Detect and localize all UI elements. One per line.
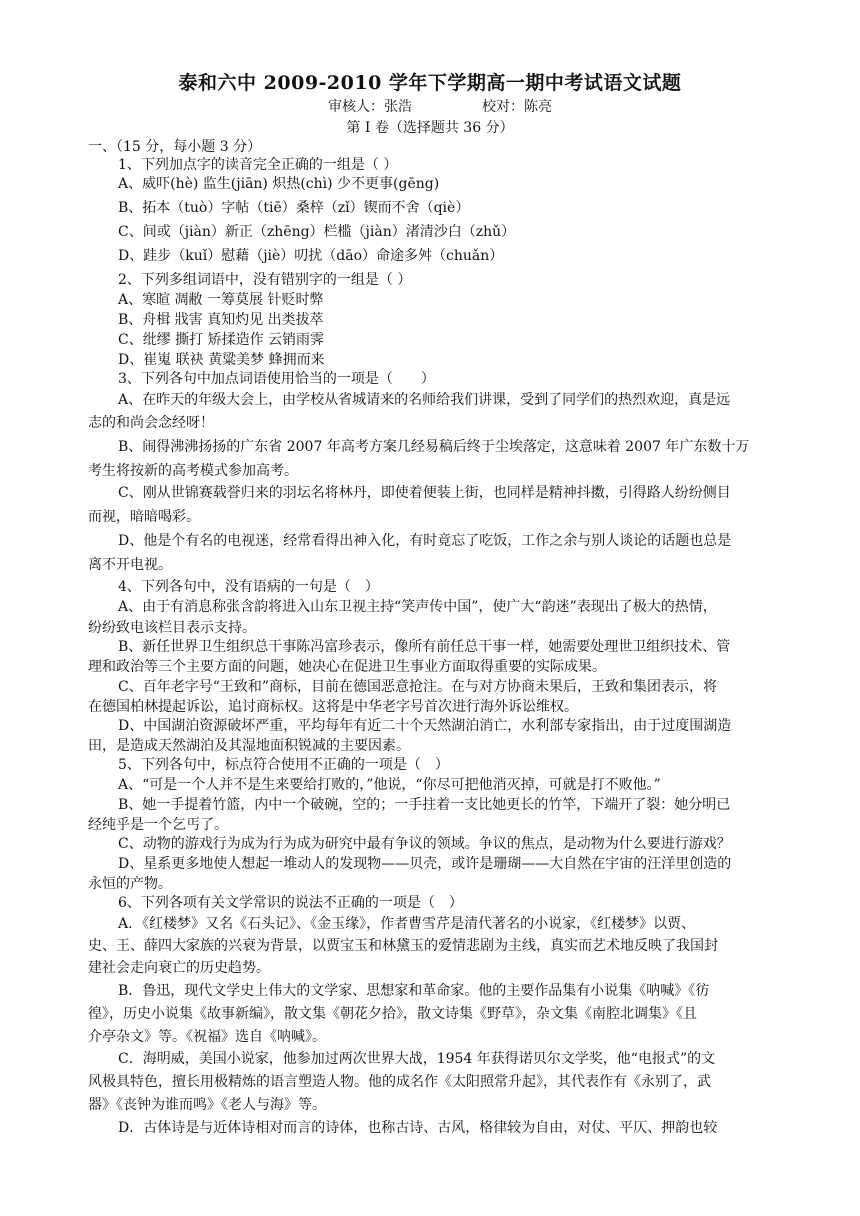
option: B、舟楫 戕害 真知灼见 出类拔萃 [118,312,324,328]
option: D、他是个有名的电视迷，经常看得出神入化，有时竟忘了吃饭，工作之余与别人谈论的话题也总是 [118,533,732,549]
question: 1、下列加点字的读音完全正确的一组是（ ） [118,157,398,173]
option-cont: 而视，暗暗喝彩。 [88,509,200,525]
option-cont: 考生将按新的高考模式参加高考。 [88,463,298,479]
question: 4、下列各句中，没有语病的一句是（ ） [118,579,379,595]
question: 6、下列各项有关文学常识的说法不正确的一项是（ ） [118,895,463,911]
question: 3、下列各句中加点词语使用恰当的一项是（ ） [118,371,435,387]
page-title: 泰和六中 2009-2010 学年下学期高一期中考试语文试题 [178,72,682,94]
option: B、拓本（tuò）字帖（tiē）桑梓（zǐ）锲而不舍（qiè） [118,200,470,216]
option-cont: 永恒的产物。 [88,876,172,892]
reviewer: 审核人：张浩 [328,99,412,115]
volume-heading: 第 I 卷（选择题共 36 分） [346,120,514,136]
option-cont: 徨》，历史小说集《故事新编》，散文集《朝花夕拾》，散文诗集《野草》，杂文集《南腔北调集》《且 [88,1006,697,1022]
option: D、跬步（kuǐ）慰藉（jiè）叨扰（dāo）命途多舛（chuǎn） [118,248,504,264]
option: C．海明威，美国小说家，他参加过两次世界大战，1954 年获得诺贝尔文学奖，他“电报式”的文 [118,1051,716,1067]
option-cont: 器》《丧钟为谁而鸣》《老人与海》等。 [88,1097,326,1113]
option: A．《红楼梦》又名《石头记》、《金玉缘》，作者曹雪芹是清代著名的小说家，《红楼梦》以贾、 [118,916,696,932]
option: B、新任世界卫生组织总干事陈冯富珍表示，像所有前任总干事一样，她需要处理世卫组织技术、管 [118,639,731,655]
option-cont: 史、王、薛四大家族的兴衰为背景，以贾宝玉和林黛玉的爱情悲剧为主线，真实而艺术地反映了我国封 [88,938,718,954]
option: D、崔嵬 联袂 黄粱美梦 蜂拥而来 [118,352,325,368]
option: D．古体诗是与近体诗相对而言的诗体，也称古诗、古风，格律较为自由，对仗、平仄、押韵也较 [118,1120,718,1136]
section-heading: 一、（15 分，每小题 3 分） [88,139,262,155]
option-cont: 介亭杂文》等。《祝福》选自《呐喊》。 [88,1029,326,1045]
option: C、纰缪 撕打 矫揉造作 云销雨霁 [118,332,325,348]
proofreader: 校对：陈亮 [482,99,552,115]
option: D、星系更多地使人想起一堆动人的发现物——贝壳，或许是珊瑚——大自然在宇宙的汪洋里创造的 [118,856,732,872]
option-cont: 离不开电视。 [88,557,172,573]
option-cont: 经纯乎是一个乞丐了。 [88,817,228,833]
option: A、“可是一个人并不是生来要给打败的，”他说，“你尽可把他消灭掉，可就是打不败他。” [118,777,661,793]
option: A、威吓(hè) 监生(jiān) 炽热(chì) 少不更事(gēng) [118,176,440,192]
option: A、寒暄 凋敝 一筹莫展 针贬时弊 [118,292,324,308]
option: A、在昨天的年级大会上，由学校从省城请来的名师给我们讲课，受到了同学们的热烈欢迎，真是远 [118,392,731,408]
option: C、动物的游戏行为成为行为成为研究中最有争议的领域。争议的焦点，是动物为什么要进行游戏？ [118,836,731,852]
option: B、闹得沸沸扬扬的广东省 2007 年高考方案几经易稿后终于尘埃落定，这意味着 2007 年广东数十万 [118,439,750,455]
question: 5、下列各句中，标点符合使用不正确的一项是（ ） [118,757,449,773]
option: C、间或（jiàn）新正（zhēng）栏槛（jiàn）渚清沙白（zhǔ） [118,224,516,240]
option-cont: 风极具特色，擅长用极精炼的语言塑造人物。他的成名作《太阳照常升起》，其代表作有《永别了，武 [88,1074,711,1090]
option: A、由于有消息称张含韵将进入山东卫视主持“笑声传中国”，使广大“韵迷”表现出了极大的热情， [118,599,717,615]
option-cont: 理和政治等三个主要方面的问题，她决心在促进卫生事业方面取得重要的实际成果。 [88,659,606,675]
option-cont: 志的和尚会念经呀！ [88,415,214,431]
option-cont: 田，是造成天然湖泊及其湿地面积锐减的主要因素。 [88,738,410,754]
option: D、中国湖泊资源破坏严重，平均每年有近二十个天然湖泊消亡，水利部专家指出，由于过度围湖造 [118,718,732,734]
option-cont: 建社会走向衰亡的历史趋势。 [88,960,270,976]
option: C、刚从世锦赛载誉归来的羽坛名将林丹，即使着便装上街，也同样是精神抖擞，引得路人纷纷侧目 [118,485,731,501]
option: B、她一手提着竹篮，内中一个破碗，空的；一手拄着一支比她更长的竹竿，下端开了裂：她分明已 [118,797,731,813]
question: 2、下列多组词语中，没有错别字的一组是（ ） [118,272,412,288]
option: B．鲁迅，现代文学史上伟大的文学家、思想家和革命家。他的主要作品集有小说集《呐喊》《彷 [118,983,710,999]
option: C、百年老字号“王致和”商标，目前在德国恶意抢注。在与对方协商未果后，王致和集团表示，将 [118,679,718,695]
option-cont: 纷纷致电该栏目表示支持。 [88,620,256,636]
option-cont: 在德国柏林提起诉讼，追讨商标权。这将是中华老字号首次进行海外诉讼维权。 [88,699,578,715]
